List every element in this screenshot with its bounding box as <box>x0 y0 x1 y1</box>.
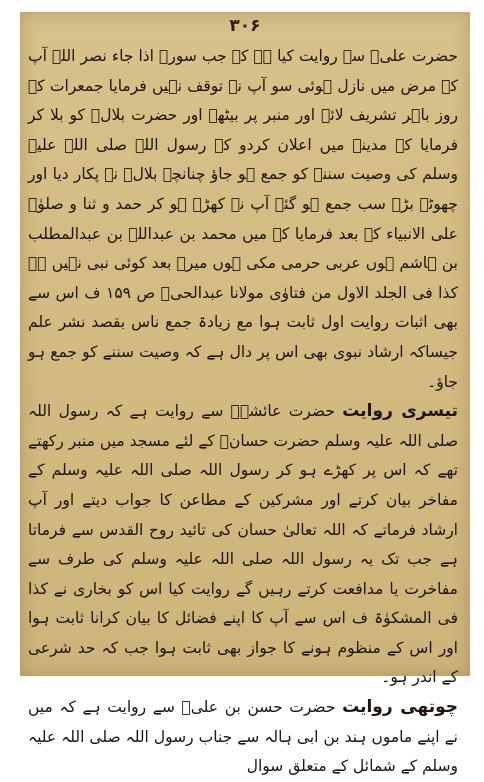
urdu-body-text <box>28 42 458 782</box>
paragraph-2-text: حضرت عائشہؓ سے روایت ہے کہ رسول اللہ صلی اللہ علیہ وسلم حضرت حسانؓ کے لئے مسجد میں منبر رکھتے تھے کہ اس پر کھڑے ہو کر رسول اللہ صلی اللہ علیہ وسلم کے مفاخر بیان کرتے اور مشرکین کے مطاعن کا جواب دیتے اور آپ ارشاد فرماتے کہ اللہ تعالیٰ حسان کی تائید روح القدس سے فرماتا ہے جب تک یہ رسول اللہ صلی اللہ علیہ وسلم کی طرف سے مفاخرت یا مدافعت کرتے رہیں گے روایت کیا اس کو بخاری نے کذا فی المشکوٰۃ ف اس سے آپ کا اپنے فضائل کا بیان کرانا ثابت ہوا اور اس کے منظوم ہونے کا جواز بھی ثابت ہوا جب کہ حد شرعی کے اندر ہو۔ <box>28 402 458 687</box>
paragraph-1-text: حضرت علیؓ سے روایت کیا ہے کہ جب سورۃ اذا جاء نصر اللہ آپ کے مرض میں نازل ہوئی سو آپ نے توقف نہیں فرمایا جمعرات کے روز باہر تشریف لائے اور منبر پر بیٹھے اور حضرت بلالؓ کو بلا کر فرمایا کہ مدینہ میں اعلان کردو کہ رسول اللہ صلی اللہ علیہ وسلم کی وصیت سننے کو جمع ہو جاؤ چنانچہ بلالؓ نے پکار دیا اور چھوٹے بڑے سب جمع ہو گئے آپ نے کھڑے ہو کر حمد و ثنا و صلوٰۃ علی الانبیاء کے بعد فرمایا کہ میں محمد بن عبداللہ بن عبدالمطلب بن ہاشم ہوں عربی حرمی مکی ہوں میرے بعد کوئی نبی نہیں ہے کذا فی الجلد الاول من فتاوٰی مولانا عبدالحیؒ ص ۱۵۹ ف اس سے بھی اثبات روایت اول ثابت ہوا مع زیادۃ جمع ناس بقصد نشر علم جیساکہ ارشاد نبوی بھی اس پر دال ہے کہ وصیت سننے کو جمع ہو جاؤ۔ <box>28 47 458 391</box>
paragraph-1 <box>28 42 458 397</box>
paragraph-2 <box>28 397 458 693</box>
paragraph-3-text: حضرت حسن بن علیؓ سے روایت ہے کہ میں نے اپنے ماموں ہند بن ابی ہالہ سے جناب رسول اللہ صلی اللہ علیہ وسلم کے شمائل کے متعلق سوال <box>28 698 458 776</box>
paragraph-2-heading: تیسری روایت <box>342 401 458 422</box>
paragraph-3 <box>28 693 458 782</box>
paragraph-3-heading: چوتھی روایت <box>342 697 458 718</box>
book-page <box>20 12 470 776</box>
page-number: ۳۰۶ <box>229 16 261 36</box>
